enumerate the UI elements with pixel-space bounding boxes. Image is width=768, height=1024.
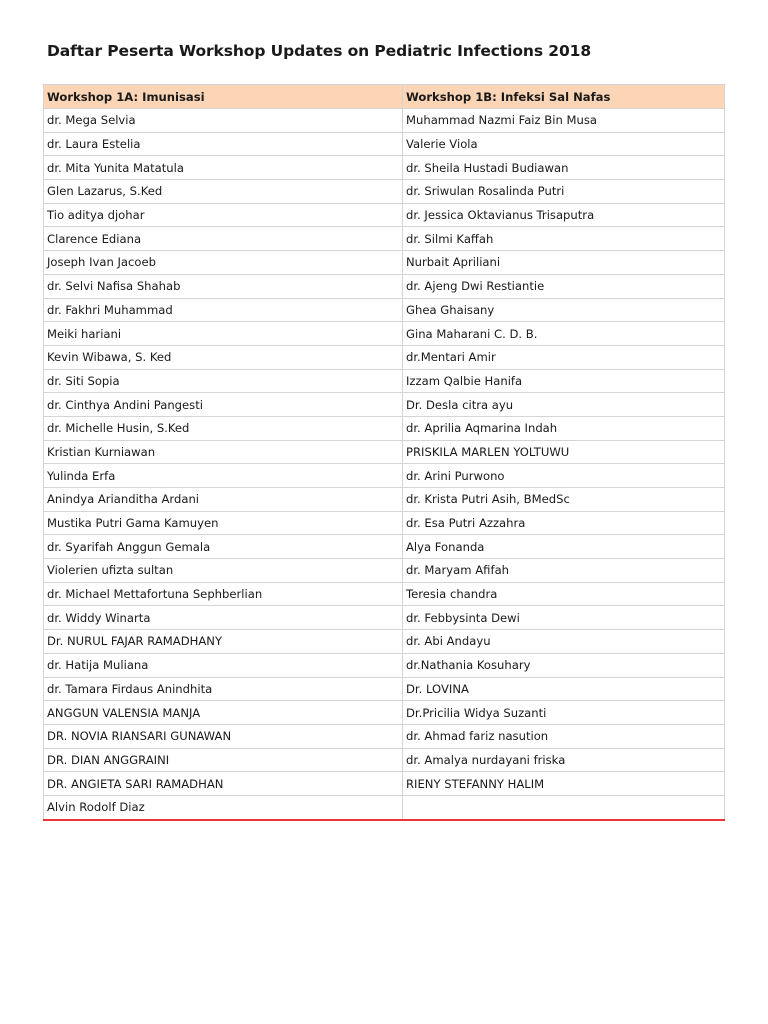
cell-workshop-1b: Teresia chandra — [403, 582, 725, 606]
table-row — [44, 369, 725, 393]
table-row — [44, 748, 725, 772]
cell-workshop-1b: Valerie Viola — [403, 132, 725, 156]
table-row — [44, 701, 725, 725]
table-row — [44, 653, 725, 677]
cell-workshop-1a: Violerien ufizta sultan — [44, 559, 403, 583]
table-row — [44, 511, 725, 535]
cell-workshop-1b: dr.Nathania Kosuhary — [403, 653, 725, 677]
cell-workshop-1a: ANGGUN VALENSIA MANJA — [44, 701, 403, 725]
table-row — [44, 393, 725, 417]
table-row — [44, 156, 725, 180]
cell-workshop-1b: dr. Sheila Hustadi Budiawan — [403, 156, 725, 180]
cell-workshop-1a: DR. ANGIETA SARI RAMADHAN — [44, 772, 403, 796]
table-row — [44, 630, 725, 654]
cell-workshop-1b: dr. Arini Purwono — [403, 464, 725, 488]
cell-workshop-1a: dr. Selvi Nafisa Shahab — [44, 274, 403, 298]
cell-workshop-1b: Alya Fonanda — [403, 535, 725, 559]
cell-workshop-1a: dr. Mega Selvia — [44, 109, 403, 133]
cell-workshop-1b: dr. Jessica Oktavianus Trisaputra — [403, 203, 725, 227]
cell-workshop-1a: dr. Fakhri Muhammad — [44, 298, 403, 322]
table-row — [44, 227, 725, 251]
table-row — [44, 440, 725, 464]
participant-table — [43, 84, 725, 821]
cell-workshop-1b: dr. Esa Putri Azzahra — [403, 511, 725, 535]
table-row — [44, 464, 725, 488]
cell-workshop-1a: Tio aditya djohar — [44, 203, 403, 227]
table-row — [44, 251, 725, 275]
table-row — [44, 535, 725, 559]
table-row — [44, 132, 725, 156]
table-row — [44, 203, 725, 227]
cell-workshop-1b — [403, 795, 725, 819]
table-row — [44, 772, 725, 796]
cell-workshop-1b: Muhammad Nazmi Faiz Bin Musa — [403, 109, 725, 133]
table-row — [44, 488, 725, 512]
cell-workshop-1b: dr. Febbysinta Dewi — [403, 606, 725, 630]
page-title: Daftar Peserta Workshop Updates on Pediatric Infections 2018 — [47, 42, 592, 60]
cell-workshop-1a: DR. NOVIA RIANSARI GUNAWAN — [44, 724, 403, 748]
cell-workshop-1b: dr. Silmi Kaffah — [403, 227, 725, 251]
cell-workshop-1a: Kristian Kurniawan — [44, 440, 403, 464]
cell-workshop-1a: Yulinda Erfa — [44, 464, 403, 488]
cell-workshop-1b: Dr. LOVINA — [403, 677, 725, 701]
cell-workshop-1b: Dr.Pricilia Widya Suzanti — [403, 701, 725, 725]
cell-workshop-1a: Kevin Wibawa, S. Ked — [44, 345, 403, 369]
table-body — [44, 109, 725, 820]
cell-workshop-1b: Gina Maharani C. D. B. — [403, 322, 725, 346]
cell-workshop-1a: Joseph Ivan Jacoeb — [44, 251, 403, 275]
cell-workshop-1b: dr.Mentari Amir — [403, 345, 725, 369]
cell-workshop-1a: Anindya Arianditha Ardani — [44, 488, 403, 512]
table-row — [44, 724, 725, 748]
cell-workshop-1a: dr. Mita Yunita Matatula — [44, 156, 403, 180]
cell-workshop-1b: Nurbait Apriliani — [403, 251, 725, 275]
table-row — [44, 795, 725, 819]
table-row — [44, 677, 725, 701]
table-row — [44, 322, 725, 346]
column-header-workshop-1a: Workshop 1A: Imunisasi — [44, 85, 403, 109]
cell-workshop-1a: dr. Syarifah Anggun Gemala — [44, 535, 403, 559]
cell-workshop-1a: dr. Laura Estelia — [44, 132, 403, 156]
table-row — [44, 345, 725, 369]
cell-workshop-1a: Glen Lazarus, S.Ked — [44, 180, 403, 204]
cell-workshop-1a: dr. Widdy Winarta — [44, 606, 403, 630]
cell-workshop-1b: dr. Maryam Afifah — [403, 559, 725, 583]
column-header-workshop-1b: Workshop 1B: Infeksi Sal Nafas — [403, 85, 725, 109]
table-row — [44, 416, 725, 440]
table-row — [44, 274, 725, 298]
cell-workshop-1a: Clarence Ediana — [44, 227, 403, 251]
cell-workshop-1b: PRISKILA MARLEN YOLTUWU — [403, 440, 725, 464]
table-header-row — [44, 85, 725, 109]
table-row — [44, 298, 725, 322]
cell-workshop-1a: Alvin Rodolf Diaz — [44, 795, 403, 819]
cell-workshop-1b: Izzam Qalbie Hanifa — [403, 369, 725, 393]
cell-workshop-1b: dr. Aprilia Aqmarina Indah — [403, 416, 725, 440]
cell-workshop-1a: dr. Tamara Firdaus Anindhita — [44, 677, 403, 701]
cell-workshop-1b: dr. Krista Putri Asih, BMedSc — [403, 488, 725, 512]
cell-workshop-1a: dr. Michelle Husin, S.Ked — [44, 416, 403, 440]
cell-workshop-1a: dr. Siti Sopia — [44, 369, 403, 393]
cell-workshop-1b: dr. Abi Andayu — [403, 630, 725, 654]
cell-workshop-1a: dr. Cinthya Andini Pangesti — [44, 393, 403, 417]
cell-workshop-1b: dr. Ajeng Dwi Restiantie — [403, 274, 725, 298]
table-row — [44, 180, 725, 204]
cell-workshop-1a: dr. Hatija Muliana — [44, 653, 403, 677]
cell-workshop-1b: dr. Sriwulan Rosalinda Putri — [403, 180, 725, 204]
table-row — [44, 559, 725, 583]
cell-workshop-1b: Dr. Desla citra ayu — [403, 393, 725, 417]
cell-workshop-1a: dr. Michael Mettafortuna Sephberlian — [44, 582, 403, 606]
table-row — [44, 606, 725, 630]
table-row — [44, 109, 725, 133]
table-row — [44, 582, 725, 606]
cell-workshop-1a: DR. DIAN ANGGRAINI — [44, 748, 403, 772]
cell-workshop-1b: dr. Ahmad fariz nasution — [403, 724, 725, 748]
cell-workshop-1b: RIENY STEFANNY HALIM — [403, 772, 725, 796]
cell-workshop-1b: Ghea Ghaisany — [403, 298, 725, 322]
cell-workshop-1a: Mustika Putri Gama Kamuyen — [44, 511, 403, 535]
cell-workshop-1a: Dr. NURUL FAJAR RAMADHANY — [44, 630, 403, 654]
cell-workshop-1a: Meiki hariani — [44, 322, 403, 346]
cell-workshop-1b: dr. Amalya nurdayani friska — [403, 748, 725, 772]
